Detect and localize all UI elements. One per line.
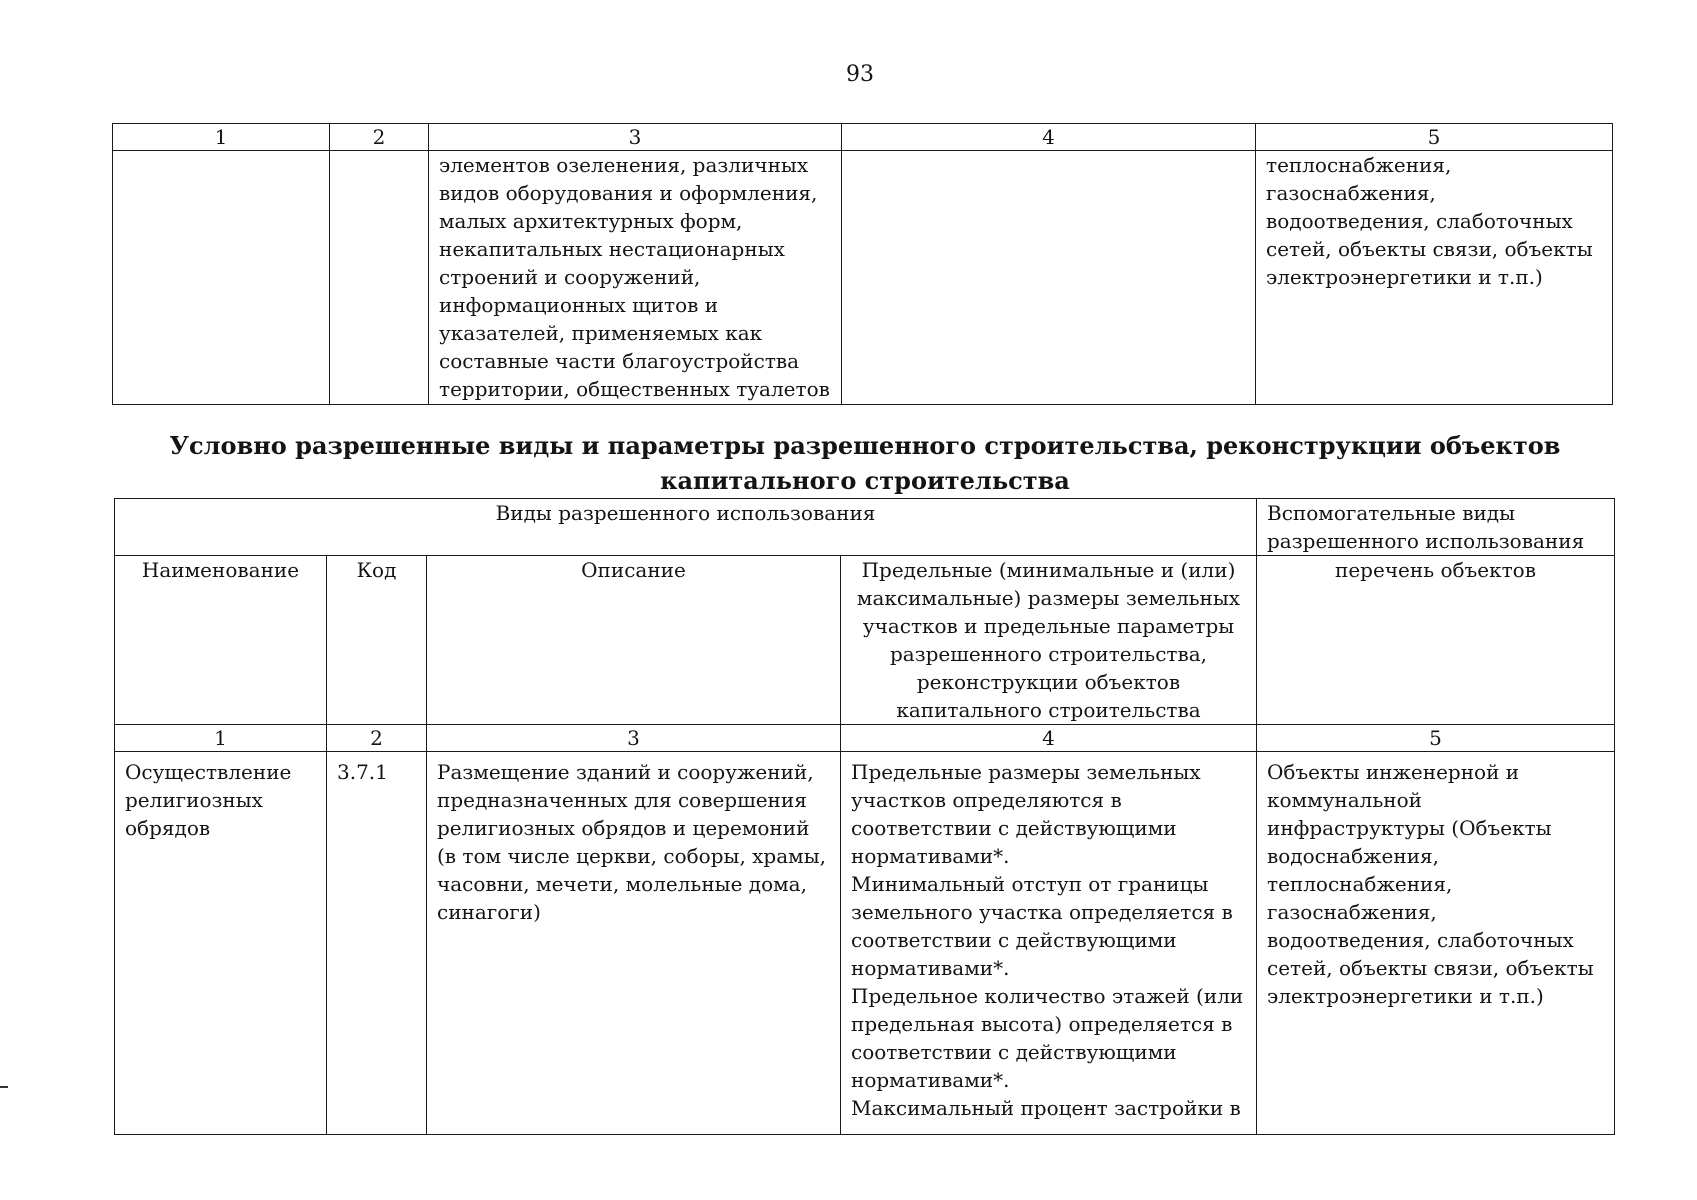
limits-paragraph: Предельное количество этажей (или предельная высота) определяется в соответствии с действующими нормативами*. — [851, 984, 1244, 1092]
cell-code: 3.7.1 — [327, 752, 427, 1135]
column-name-description: Описание — [427, 556, 841, 725]
column-number-4: 4 — [841, 725, 1257, 752]
column-number-4: 4 — [842, 124, 1256, 151]
cell-aux-objects: Объекты инженерной и коммунальной инфраструктуры (Объекты водоснабжения, теплоснабжения, газоснабжения, водоотведения, слаботочных сетей, объекты связи, объекты электроэнергетики и т.п.) — [1257, 752, 1615, 1135]
cell-code — [330, 151, 429, 405]
column-number-5: 5 — [1257, 725, 1615, 752]
column-number-2: 2 — [327, 725, 427, 752]
group-header-aux: Вспомогательные виды разрешенного использования — [1257, 499, 1615, 556]
column-number-3: 3 — [427, 725, 841, 752]
margin-mark — [0, 1086, 8, 1088]
group-header-main: Виды разрешенного использования — [115, 499, 1257, 556]
column-number-5: 5 — [1256, 124, 1613, 151]
cell-limits — [842, 151, 1256, 405]
cell-name: Осуществление религиозных обрядов — [115, 752, 327, 1135]
column-number-3: 3 — [429, 124, 842, 151]
limits-paragraph: Минимальный отступ от границы земельного участка определяется в соответствии с действующими нормативами*. — [851, 872, 1233, 980]
table-header-row — [113, 124, 1613, 151]
table-conditional-uses — [114, 498, 1615, 1135]
column-number-1: 1 — [113, 124, 330, 151]
column-name-objects: перечень объектов — [1257, 556, 1615, 725]
table-continuation — [112, 123, 1613, 405]
cell-limits — [841, 752, 1257, 1135]
table-row — [115, 752, 1615, 1135]
table-row — [113, 151, 1613, 405]
cell-description: Размещение зданий и сооружений, предназначенных для совершения религиозных обрядов и церемоний (в том числе церкви, соборы, храмы, часовни, мечети, молельные дома, синагоги) — [427, 752, 841, 1135]
column-name-code: Код — [327, 556, 427, 725]
page-number: 93 — [846, 62, 874, 87]
column-number-2: 2 — [330, 124, 429, 151]
cell-aux-objects: теплоснабжения, газоснабжения, водоотведения, слаботочных сетей, объекты связи, объекты электроэнергетики и т.п.) — [1256, 151, 1613, 405]
column-names-row — [115, 556, 1615, 725]
cell-description: элементов озеленения, различных видов оборудования и оформления, малых архитектурных форм, некапитальных нестационарных строений и сооружений, информационных щитов и указателей, применяемых как составные части благоустройства территории, общественных туалетов — [429, 151, 842, 405]
cell-name — [113, 151, 330, 405]
column-numbers-row — [115, 725, 1615, 752]
group-header-row — [115, 499, 1615, 556]
column-name-name: Наименование — [115, 556, 327, 725]
column-name-limits: Предельные (минимальные и (или) максимальные) размеры земельных участков и предельные параметры разрешенного строительства, реконструкции объектов капитального строительства — [841, 556, 1257, 725]
column-number-1: 1 — [115, 725, 327, 752]
limits-paragraph: Предельные размеры земельных участков определяются в соответствии с действующими нормативами*. — [851, 760, 1201, 868]
section-title: Условно разрешенные виды и параметры разрешенного строительства, реконструкции объектов капитального строительства — [169, 431, 1561, 495]
limits-paragraph: Максимальный процент застройки в — [851, 1096, 1241, 1120]
